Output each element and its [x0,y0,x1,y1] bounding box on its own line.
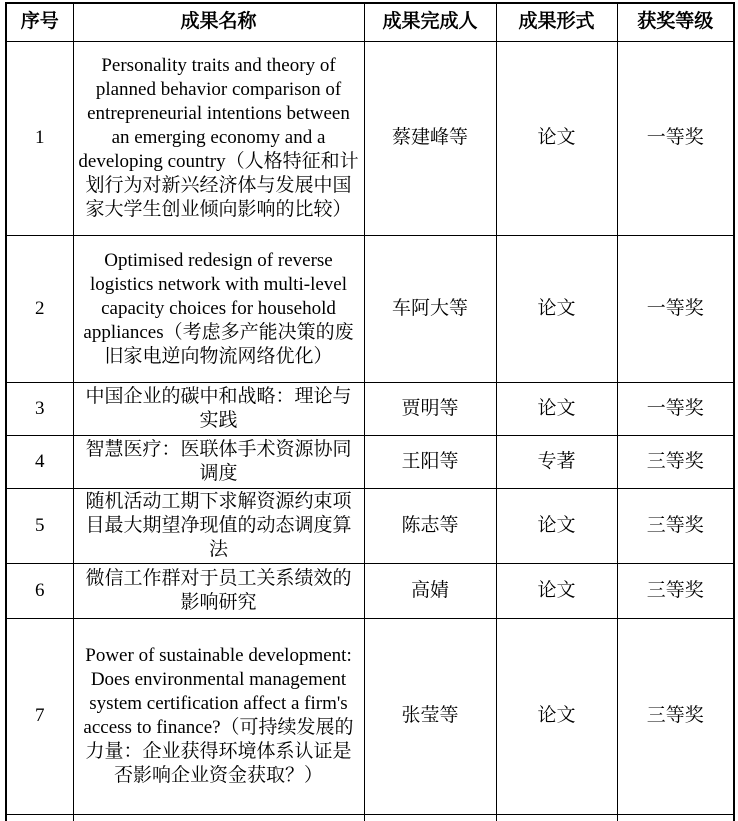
cell-empty [364,814,496,821]
cell-serial-number: 5 [6,488,73,563]
table-row [6,382,734,435]
cell-achievement-name: 智慧医疗：医联体手术资源协同调度 [73,435,364,488]
cell-achievement-form: 论文 [496,488,617,563]
header-achievement-form: 成果形式 [496,3,617,41]
cell-achievement-form: 论文 [496,41,617,235]
cell-empty [73,814,364,821]
cell-achievement-name: Optimised redesign of reverse logistics network with multi-level capacity choices for household appliances（考虑多产能决策的废旧家电逆向物流网络优化） [73,235,364,382]
table-header-row [6,3,734,41]
cell-award-level: 三等奖 [617,488,734,563]
cell-award-level: 三等奖 [617,435,734,488]
cell-serial-number: 3 [6,382,73,435]
cell-serial-number: 6 [6,563,73,618]
cell-achievement-name: Power of sustainable development: Does environmental management system certification affect a firm's access to finance?（可持续发展的力量：企业获得环境体系认证是否影响企业资金获取？） [73,618,364,814]
cell-achievement-form: 论文 [496,382,617,435]
table-row [6,488,734,563]
cell-serial-number: 1 [6,41,73,235]
header-award-level: 获奖等级 [617,3,734,41]
cell-achievement-authors: 陈志等 [364,488,496,563]
cell-achievement-name: Personality traits and theory of planned behavior comparison of entrepreneurial intentions between an emerging economy and a developing country（人格特征和计划行为对新兴经济体与发展中国家大学生创业倾向影响的比较） [73,41,364,235]
cell-empty [617,814,734,821]
cell-serial-number: 2 [6,235,73,382]
cell-achievement-authors: 蔡建峰等 [364,41,496,235]
cell-award-level: 三等奖 [617,563,734,618]
cell-achievement-authors: 车阿大等 [364,235,496,382]
table-row [6,235,734,382]
cell-achievement-authors: 王阳等 [364,435,496,488]
table-row-cutoff [6,814,734,821]
cell-award-level: 一等奖 [617,41,734,235]
cell-achievement-authors: 张莹等 [364,618,496,814]
header-achievement-name: 成果名称 [73,3,364,41]
header-serial-number: 序号 [6,3,73,41]
cell-achievement-authors: 高婧 [364,563,496,618]
cell-empty [496,814,617,821]
cell-serial-number: 4 [6,435,73,488]
header-achievement-authors: 成果完成人 [364,3,496,41]
cell-achievement-form: 专著 [496,435,617,488]
cell-achievement-name: 微信工作群对于员工关系绩效的影响研究 [73,563,364,618]
cell-achievement-name: 随机活动工期下求解资源约束项目最大期望净现值的动态调度算法 [73,488,364,563]
cell-award-level: 一等奖 [617,235,734,382]
cell-achievement-form: 论文 [496,563,617,618]
cell-award-level: 三等奖 [617,618,734,814]
cell-achievement-form: 论文 [496,618,617,814]
table-row [6,41,734,235]
cell-empty [6,814,73,821]
table-row [6,435,734,488]
table-row [6,563,734,618]
cell-achievement-form: 论文 [496,235,617,382]
cell-achievement-authors: 贾明等 [364,382,496,435]
cell-achievement-name: 中国企业的碳中和战略：理论与实践 [73,382,364,435]
cell-award-level: 一等奖 [617,382,734,435]
table-row [6,618,734,814]
awards-table [5,2,735,821]
cell-serial-number: 7 [6,618,73,814]
